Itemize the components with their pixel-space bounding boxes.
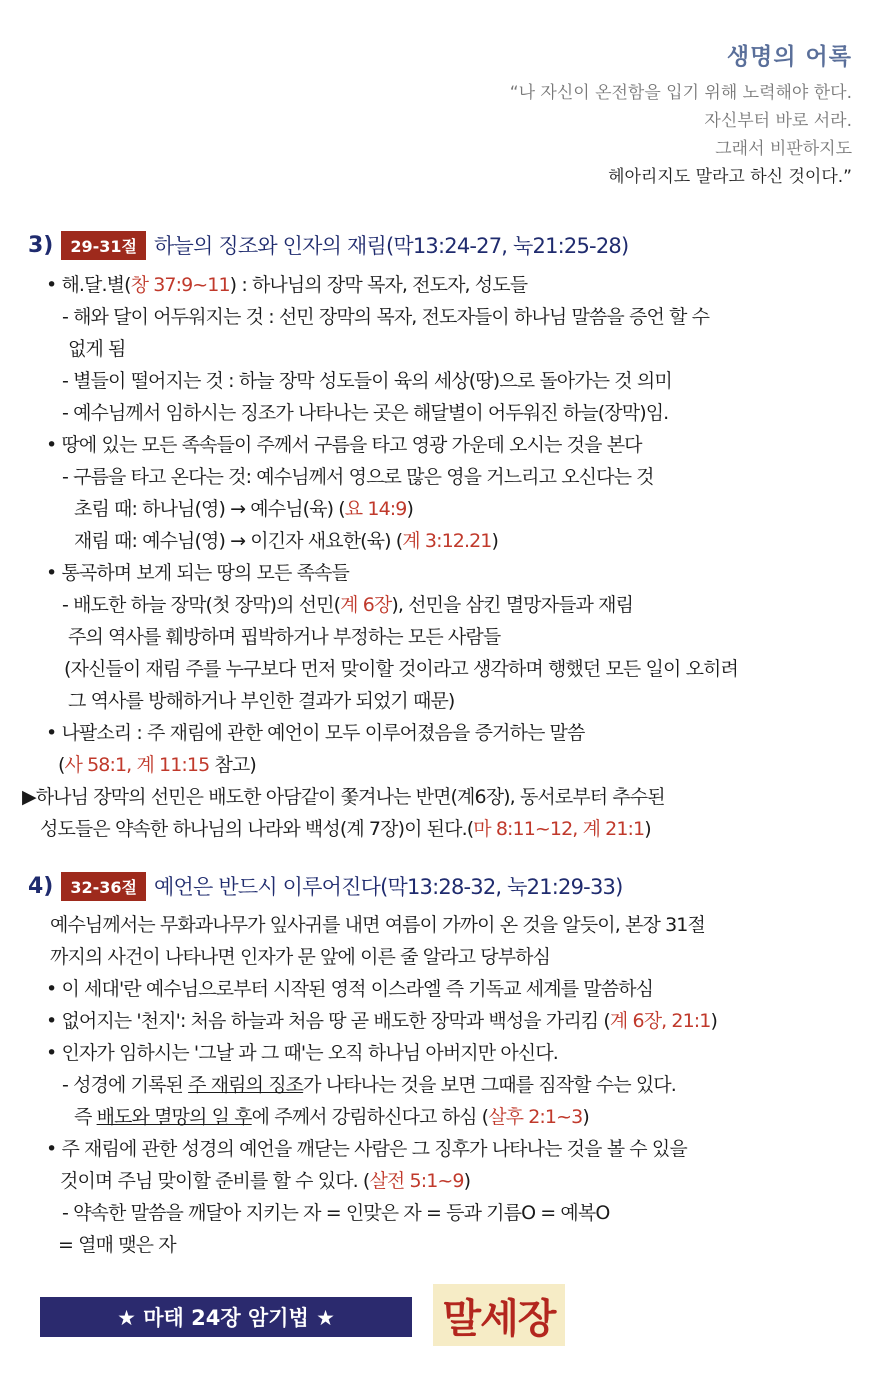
- bullet-line: • 이 세대'란 예수님으로부터 시작된 영적 이스라엘 즉 기독교 세계를 말씀하심: [46, 978, 654, 1000]
- scripture-ref: 계 6장: [340, 594, 392, 616]
- sub-line: 주의 역사를 훼방하며 핍박하거나 부정하는 모든 사람들: [68, 626, 501, 648]
- section-number: 3): [28, 232, 54, 258]
- verse-badge: 32-36절: [61, 872, 146, 901]
- bullet-line: • 주 재림에 관한 성경의 예언을 깨닫는 사람은 그 징후가 나타나는 것을 볼 수 있을: [46, 1138, 687, 1160]
- section-title: 하늘의 징조와 인자의 재림(막13:24-27, 눅21:25-28): [154, 234, 629, 258]
- scripture-ref: 계 3:12.21: [402, 530, 492, 552]
- scripture-ref: 계 6장, 21:1: [609, 1010, 711, 1032]
- scripture-ref: 창 37:9~11: [130, 274, 230, 296]
- body-line: 까지의 사건이 나타나면 인자가 문 앞에 이른 줄 알라고 당부하심: [50, 946, 551, 968]
- bullet-line: • 통곡하며 보게 되는 땅의 모든 족속들: [46, 562, 349, 584]
- chapter-nickname: 말세장: [433, 1284, 565, 1346]
- section-title: 예언은 반드시 이루어진다(막13:28-32, 눅21:29-33): [154, 875, 623, 899]
- bullet-line: • 없어지는 '천지': 처음 하늘과 처음 땅 곧 배도한 장막과 백성을 가리킴 (계 6장, 21:1): [46, 1010, 718, 1032]
- scripture-ref: 마 8:11~12, 계 21:1: [473, 818, 645, 840]
- quote-line: “나 자신이 온전함을 입기 위해 노력해야 한다.: [509, 83, 852, 103]
- quote-title: 생명의 어록: [726, 44, 852, 70]
- summary-line: ▶하나님 장막의 선민은 배도한 아담같이 쫓겨나는 반면(계6장), 동서로부터 추수된: [22, 786, 665, 808]
- sub-line: - 예수님께서 임하시는 징조가 나타나는 곳은 해달별이 어두워진 하늘(장막)임.: [62, 402, 669, 424]
- sub-line: - 약속한 말씀을 깨달아 지키는 자 = 인맞은 자 = 등과 기름O = 예복O: [62, 1202, 610, 1224]
- sub-line: 그 역사를 방해하거나 부인한 결과가 되었기 때문): [68, 690, 455, 712]
- underlined-phrase: 배도와 멸망의 일 후: [96, 1106, 252, 1128]
- sub-line: (사 58:1, 계 11:15 참고): [58, 754, 256, 776]
- sub-line: - 해와 달이 어두워지는 것 : 선민 장막의 목자, 전도자들이 하나님 말씀을 증언 할 수: [62, 306, 710, 328]
- bullet-line: • 나팔소리 : 주 재림에 관한 예언이 모두 이루어졌음을 증거하는 말씀: [46, 722, 585, 744]
- sub-line: 없게 됨: [68, 338, 126, 360]
- quote-line: 헤아리지도 말라고 하신 것이다.”: [608, 167, 852, 187]
- bullet-line: • 인자가 임하시는 '그날 과 그 때'는 오직 하나님 아버지만 아신다.: [46, 1042, 558, 1064]
- bullet-line: • 땅에 있는 모든 족속들이 주께서 구름을 타고 영광 가운데 오시는 것을 본다: [46, 434, 642, 456]
- quote-line: 자신부터 바로 서라.: [704, 111, 852, 131]
- underlined-phrase: 주 재림의 징조: [188, 1074, 304, 1096]
- scripture-ref: 살후 2:1~3: [488, 1106, 583, 1128]
- sub-line: 것이며 주님 맞이할 준비를 할 수 있다. (살전 5:1~9): [60, 1170, 471, 1192]
- sub-line: = 열매 맺은 자: [58, 1234, 176, 1256]
- summary-line: 성도들은 약속한 하나님의 나라와 백성(계 7장)이 된다.(마 8:11~12, 계 21:1): [40, 818, 651, 840]
- section-4-heading: [28, 871, 622, 901]
- scripture-ref: 살전 5:1~9: [369, 1170, 464, 1192]
- section-3-heading: [28, 230, 628, 260]
- sub-line: - 성경에 기록된 주 재림의 징조가 나타나는 것을 보면 그때를 짐작할 수는 있다.: [62, 1074, 676, 1096]
- scripture-ref: 사 58:1, 계 11:15: [64, 754, 210, 776]
- scripture-ref: 요 14:9: [344, 498, 407, 520]
- sub-line: (자신들이 재림 주를 누구보다 먼저 맞이할 것이라고 생각하며 행했던 모든 일이 오히려: [64, 658, 738, 680]
- quote-line: 그래서 비판하지도: [715, 139, 852, 159]
- verse-badge: 29-31절: [61, 231, 146, 260]
- sub-line: - 구름을 타고 온다는 것: 예수님께서 영으로 많은 영을 거느리고 오신다는 것: [62, 466, 654, 488]
- sub-line: 즉 배도와 멸망의 일 후에 주께서 강림하신다고 하심 (살후 2:1~3): [74, 1106, 589, 1128]
- sub-line: 재림 때: 예수님(영) → 이긴자 새요한(육) (계 3:12.21): [74, 530, 498, 552]
- sub-line: - 별들이 떨어지는 것 : 하늘 장막 성도들이 육의 세상(땅)으로 돌아가는 것 의미: [62, 370, 672, 392]
- sub-line: - 배도한 하늘 장막(첫 장막)의 선민(계 6장), 선민을 삼킨 멸망자들과 재림: [62, 594, 634, 616]
- body-line: 예수님께서는 무화과나무가 잎사귀를 내면 여름이 가까이 온 것을 알듯이, 본장 31절: [50, 914, 705, 936]
- quote-box: [510, 38, 852, 191]
- section-number: 4): [28, 873, 54, 899]
- sub-line: 초림 때: 하나님(영) → 예수님(육) (요 14:9): [74, 498, 413, 520]
- memorization-banner: ★ 마태 24장 암기법 ★: [40, 1297, 412, 1337]
- bullet-line: • 해.달.별(창 37:9~11) : 하나님의 장막 목자, 전도자, 성도들: [46, 274, 528, 296]
